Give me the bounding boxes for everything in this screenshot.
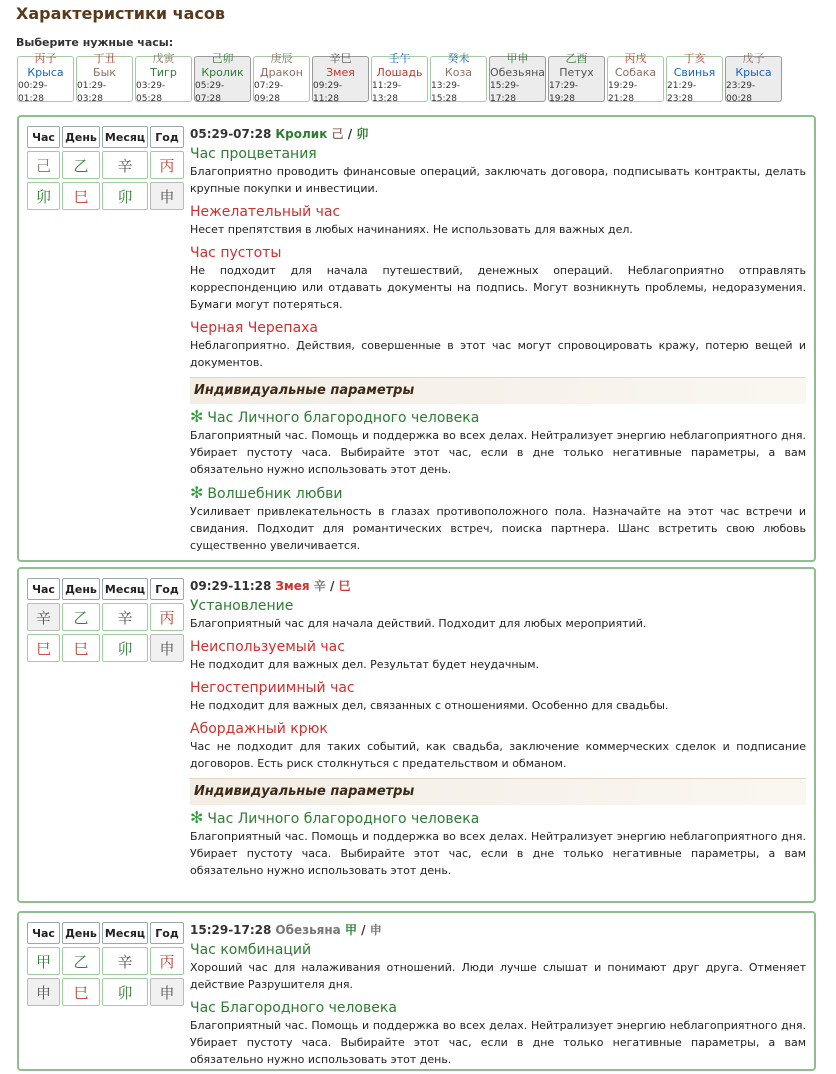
pillar-header: День [62,126,100,148]
hour-animal: Бык [93,66,116,79]
hour-glyph: 戊子 [742,52,765,65]
hour-button-11[interactable] [607,52,664,104]
pillar-branch: 申 [150,182,184,210]
hour-animal: Коза [444,66,473,79]
section-title: Нежелательный час [190,204,341,220]
section-title: Час комбинаций [190,942,312,958]
pillar-branch: 巳 [27,634,60,662]
card-hour-stem: 甲 [344,923,357,937]
pillar-branch: 巳 [62,182,100,210]
card-hour-branch: 巳 [338,579,351,593]
section-title: Негостеприимный час [190,680,355,696]
hour-time: 11:29-13:28 [372,81,402,104]
hour-animal: Собака [614,66,657,79]
pillar-header: Час [27,578,60,600]
hour-time: 19:29-21:28 [608,81,638,104]
section-title: Установление [190,598,294,614]
individual-param-label: Волшебник любви [207,486,343,502]
hour-button-1[interactable] [17,52,74,104]
pillar-branch: 申 [150,978,184,1006]
choose-hours-label: Выберите нужные часы: [16,36,174,49]
hour-button-3[interactable] [135,52,192,104]
hour-button-10[interactable] [548,52,605,104]
asterisk-icon: ✻ [190,483,204,502]
hour-animal: Обезьяна [489,66,546,79]
pillar-branch: 申 [27,978,60,1006]
card-content [190,577,806,885]
hour-card [17,115,816,562]
card-hour-stem: 己 [331,127,344,141]
pillar-header: Год [150,922,184,944]
card-hour-stem: 辛 [313,579,326,593]
hour-button-5[interactable] [253,52,310,104]
hour-button-9[interactable] [489,52,546,104]
pillar-header: Год [150,126,184,148]
pillar-branch: 卯 [27,182,60,210]
individual-param-description: Усиливает привлекательность в глазах противоположного пола. Назначайте на этот час встречи и свидания. Подходит для романтических встреч, поиска партнера. Шанс встретить свою любовь существенно увеличивается. [190,505,806,552]
hour-animal: Крыса [27,66,64,79]
hour-glyph: 己卯 [211,52,234,65]
section-title: Неиспользуемый час [190,639,345,655]
card-hour-time: 09:29-11:28 [190,579,272,593]
card-hour-time: 05:29-07:28 [190,127,272,141]
pillar-stem: 乙 [62,603,100,631]
section-description: Благоприятный час для начала действий. Подходит для любых мероприятий. [190,617,647,630]
pillar-branch: 卯 [102,182,148,210]
hour-glyph: 乙酉 [565,52,588,65]
hour-button-4[interactable] [194,52,251,104]
pillar-stem: 辛 [102,151,148,179]
section-title: Час Благородного человека [190,1000,397,1016]
pillars-table [27,126,184,210]
pillar-header: День [62,578,100,600]
hour-time: 23:29-00:28 [726,81,756,104]
pillar-stem: 辛 [27,603,60,631]
pillar-stem: 乙 [62,151,100,179]
hour-glyph: 癸未 [447,52,470,65]
hour-time: 09:29-11:28 [313,81,343,104]
hour-animal: Кролик [201,66,244,79]
card-hour-time: 15:29-17:28 [190,923,272,937]
individual-param-title [190,809,806,828]
pillar-header: Месяц [102,578,148,600]
card-hour-heading: 15:29-17:28 Обезьяна 甲 / 申 [190,923,382,937]
hour-animal: Лошадь [376,66,423,79]
individual-param-title [190,484,806,503]
card-content [190,921,806,1074]
hour-time: 15:29-17:28 [490,81,520,104]
individual-param-label: Час Личного благородного человека [207,410,480,426]
hour-animal: Свинья [673,66,716,79]
hour-glyph: 丙戌 [624,52,647,65]
pillars-table [27,578,184,662]
individual-param-title [190,408,806,427]
section-title: Абордажный крюк [190,721,328,737]
pillar-stem: 辛 [102,603,148,631]
hour-animal: Петух [559,66,594,79]
pillar-branch: 卯 [102,634,148,662]
hour-time: 13:29-15:28 [431,81,461,104]
individual-param-description: Благоприятный час. Помощь и поддержка во всех делах. Нейтрализует энергию неблагоприятного дня. Убирает пустоту часа. Выбирайте этот час, если в дне только негативные параметры, а вам обязательно нужно использовать этот день. [190,429,806,476]
hour-button-2[interactable] [76,52,133,104]
pillar-header: Месяц [102,922,148,944]
section-description: Хороший час для налаживания отношений. Люди лучше слышат и понимают друг друга. Отменяет действие Разрушителя дня. [190,961,806,991]
section-description: Несет препятствия в любых начинаниях. Не использовать для важных дел. [190,223,633,236]
asterisk-icon: ✻ [190,407,204,426]
hour-animal: Крыса [735,66,772,79]
card-hour-animal: Кролик [275,127,328,141]
pillar-header: Месяц [102,126,148,148]
hour-glyph: 壬午 [388,52,411,65]
hour-time: 07:29-09:28 [254,81,284,104]
hour-glyph: 丁丑 [93,52,116,65]
hour-glyph: 辛巳 [329,52,352,65]
individual-param-label: Час Личного благородного человека [207,811,480,827]
asterisk-icon: ✻ [190,808,204,827]
pillar-header: Час [27,922,60,944]
pillar-header: Час [27,126,60,148]
pillar-stem: 丙 [150,151,184,179]
pillar-stem: 辛 [102,947,148,975]
pillar-branch: 卯 [102,978,148,1006]
hour-time: 21:29-23:28 [667,81,697,104]
card-hour-heading: 05:29-07:28 Кролик 己 / 卯 [190,127,369,141]
pillar-stem: 甲 [27,947,60,975]
hour-button-8[interactable] [430,52,487,104]
card-content [190,125,806,560]
pillar-branch: 巳 [62,634,100,662]
hour-button-12[interactable] [666,52,723,104]
hour-button-13[interactable] [725,52,782,104]
hour-animal: Тигр [150,66,177,79]
individual-param-description: Благоприятный час. Помощь и поддержка во всех делах. Нейтрализует энергию неблагоприятного дня. Убирает пустоту часа. Выбирайте этот час, если в дне только негативные параметры, а вам обязательно нужно использовать этот день. [190,830,806,877]
individual-params-header: Индивидуальные параметры [190,778,806,805]
section-description: Благоприятно проводить финансовые операций, заключать договора, подписывать контракты, делать крупные покупки и инвестиции. [190,165,806,195]
pillar-stem: 丙 [150,947,184,975]
card-hour-animal: Змея [275,579,310,593]
pillar-stem: 乙 [62,947,100,975]
section-description: Не подходит для важных дел. Результат будет неудачным. [190,658,540,671]
page-title: Характеристики часов [16,4,226,23]
hour-glyph: 丁亥 [683,52,706,65]
section-description: Не подходит для начала путешествий, денежных операций. Неблагоприятно отправлять корреспонденцию или отдавать документы на подпись. Могут возникнуть проблемы, недоразумения. Бумаги могут потеряться. [190,264,806,311]
hour-glyph: 丙子 [34,52,57,65]
pillars-table [27,922,184,1006]
hour-glyph: 庚辰 [270,52,293,65]
hour-button-7[interactable] [371,52,428,104]
hour-selector [17,52,782,104]
hour-animal: Дракон [260,66,303,79]
hour-button-6[interactable] [312,52,369,104]
hour-time: 03:29-05:28 [136,81,166,104]
section-description: Час не подходит для таких событий, как свадьба, заключение коммерческих сделок и подписание договоров. Есть риск столкнуться с предательством и обманом. [190,740,806,770]
individual-params-header: Индивидуальные параметры [190,377,806,404]
section-title: Час пустоты [190,245,282,261]
hour-animal: Змея [326,66,355,79]
section-description: Не подходит для важных дел, связанных с отношениями. Особенно для свадьбы. [190,699,669,712]
card-hour-heading: 09:29-11:28 Змея 辛 / 巳 [190,579,351,593]
section-title: Час процветания [190,146,317,162]
pillar-header: Год [150,578,184,600]
pillar-stem: 丙 [150,603,184,631]
card-hour-branch: 卯 [356,127,369,141]
pillar-branch: 申 [150,634,184,662]
section-title: Черная Черепаха [190,320,319,336]
hour-glyph: 甲申 [506,52,529,65]
card-hour-animal: Обезьяна [275,923,341,937]
hour-card [17,567,816,903]
hour-card [17,911,816,1071]
hour-glyph: 戊寅 [152,52,175,65]
hour-time: 01:29-03:28 [77,81,107,104]
hour-time: 05:29-07:28 [195,81,225,104]
card-hour-branch: 申 [369,923,382,937]
section-description: Неблагоприятно. Действия, совершенные в этот час могут спровоцировать кражу, потерю вещей и документов. [190,339,806,369]
hour-time: 00:29-01:28 [18,81,48,104]
section-description: Благоприятный час. Помощь и поддержка во всех делах. Нейтрализует энергию неблагоприятного дня. Убирает пустоту часа. Выбирайте этот час, если в дне только негативные параметры, а вам обязательно нужно использовать этот день. [190,1019,806,1066]
pillar-stem: 己 [27,151,60,179]
hour-time: 17:29-19:28 [549,81,579,104]
pillar-branch: 巳 [62,978,100,1006]
pillar-header: День [62,922,100,944]
